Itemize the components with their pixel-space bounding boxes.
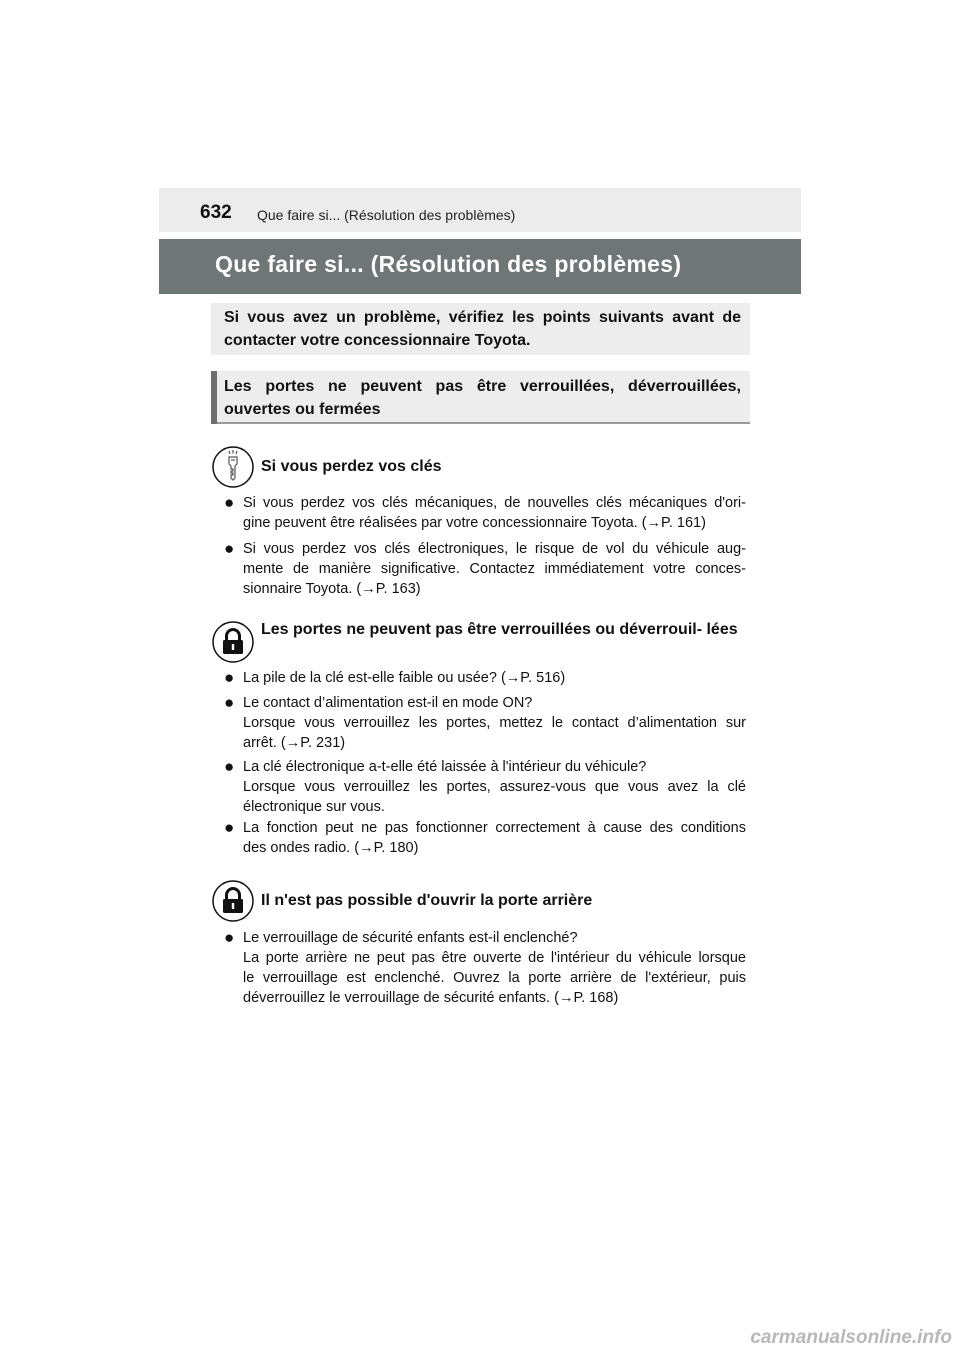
bullet: ● <box>224 928 235 947</box>
watermark: carmanualsonline.info <box>750 1327 952 1348</box>
subsection-title-doors-lock: Les portes ne peuvent pas être verrouillées ou déverrouil- lées <box>261 621 738 638</box>
bullet: ● <box>224 668 235 687</box>
key-icon <box>212 446 254 488</box>
list-item: Si vous perdez vos clés électroniques, le risque de vol du véhicule aug- mente de manière significative. Contactez immédiatement votre conces- sionnaire Toyota. (→P. 163) <box>243 541 746 597</box>
lock-icon <box>212 880 254 922</box>
subsection-title-lost-keys: Si vous perdez vos clés <box>261 458 442 475</box>
bullet: ● <box>224 539 235 558</box>
running-title: Que faire si... (Résolution des problèmes) <box>257 207 516 223</box>
list-item: La clé électronique a-t-elle été laissée à l'intérieur du véhicule? Lorsque vous verrouillez les portes, assurez-vous que vous avez la clé électronique sur vous. <box>243 759 746 815</box>
bullet: ● <box>224 493 235 512</box>
lock-icon <box>212 621 254 663</box>
page-number: 632 <box>200 202 232 223</box>
list-item: Le contact d’alimentation est-il en mode ON? Lorsque vous verrouillez les portes, mettez le contact d’alimentation sur arrêt. (→P. 231) <box>243 695 746 751</box>
list-item: La fonction peut ne pas fonctionner correctement à cause des conditions des ondes radio. (→P. 180) <box>243 820 746 856</box>
bullet: ● <box>224 757 235 776</box>
intro-text: Si vous avez un problème, vérifiez les points suivants avant de contacter votre concessionnaire Toyota. <box>224 309 741 349</box>
subsection-title-rear-door: Il n'est pas possible d'ouvrir la porte arrière <box>261 892 593 909</box>
section-accent-bar <box>211 371 217 424</box>
bullet: ● <box>224 818 235 837</box>
page-title: Que faire si... (Résolution des problèmes) <box>215 251 682 277</box>
list-item: Le verrouillage de sécurité enfants est-il enclenché? La porte arrière ne peut pas être ouverte de l'intérieur du véhicule lorsque le verrouillage est enclenché. Ouvrez la porte arrière de l'extérieur, puis déverrouillez le verrouillage de sécurité enfants. (→P. 168) <box>243 930 746 1006</box>
list-item: Si vous perdez vos clés mécaniques, de nouvelles clés mécaniques d'ori- gine peuvent être réalisées par votre concessionnaire Toyota. (→P. 161) <box>243 495 746 531</box>
section-heading: Les portes ne peuvent pas être verrouillées, déverrouillées, ouvertes ou fermées <box>224 378 741 418</box>
bullet: ● <box>224 693 235 712</box>
list-item: La pile de la clé est-elle faible ou usée? (→P. 516) <box>243 670 566 686</box>
